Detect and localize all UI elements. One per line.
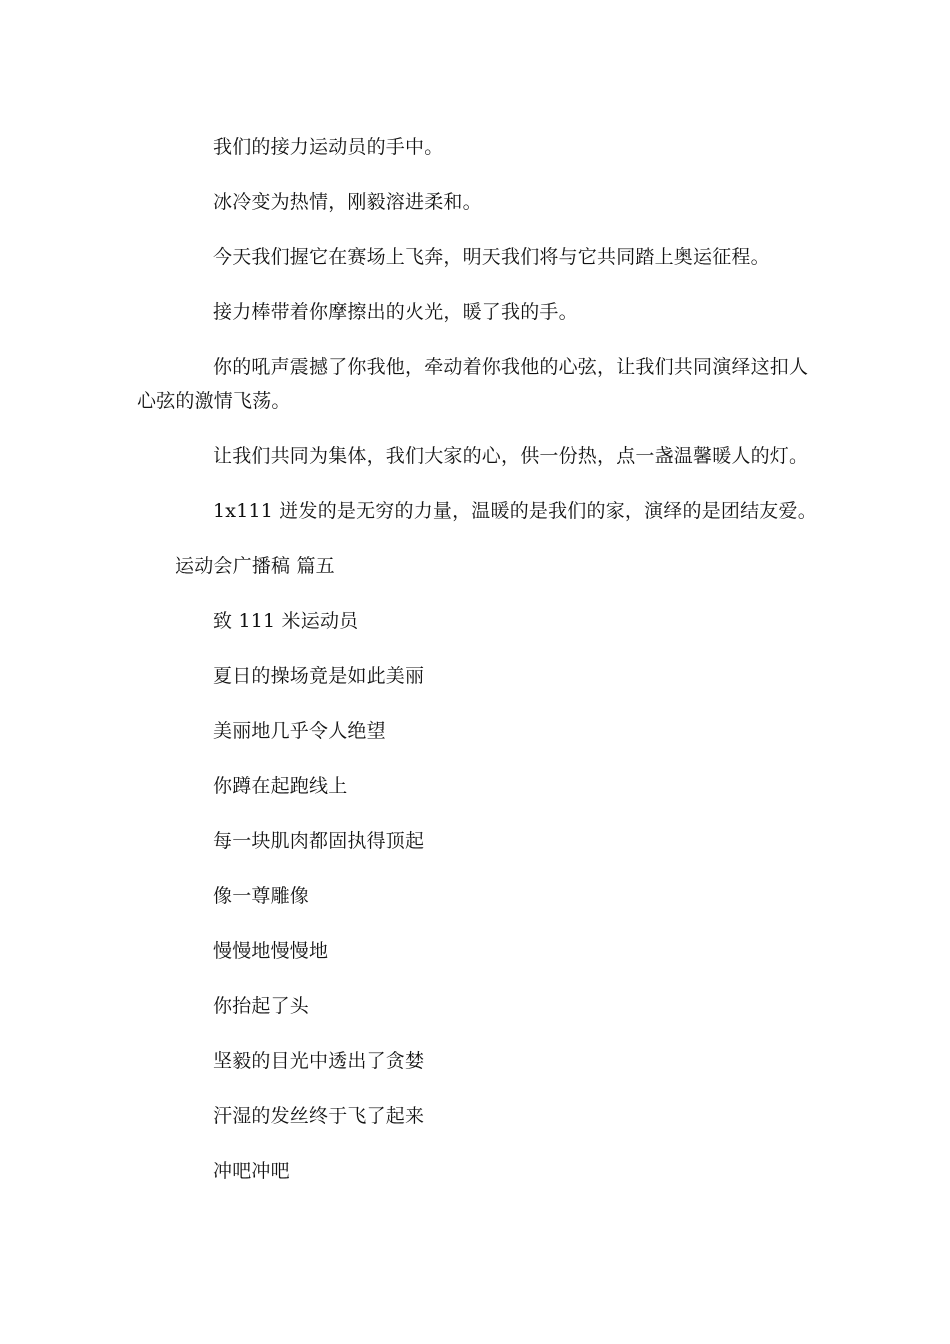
poem-line: 你抬起了头 (213, 995, 310, 1017)
paragraph-line-1: 你的吼声震撼了你我他，牵动着你我他的心弦，让我们共同演绎这扣人 (213, 356, 809, 378)
paragraph: 接力棒带着你摩擦出的火光，暖了我的手。 (213, 301, 578, 323)
poem-line: 冲吧冲吧 (213, 1160, 290, 1182)
paragraph: 我们的接力运动员的手中。 (213, 136, 444, 158)
poem-line: 像一尊雕像 (213, 885, 310, 907)
poem-line: 汗湿的发丝终于飞了起来 (213, 1105, 425, 1127)
poem-line: 每一块肌肉都固执得顶起 (213, 830, 425, 852)
poem-line: 你蹲在起跑线上 (213, 775, 348, 797)
section-heading: 运动会广播稿 篇五 (175, 555, 335, 577)
poem-line: 夏日的操场竟是如此美丽 (213, 665, 425, 687)
paragraph-line-2: 心弦的激情飞荡。 (137, 390, 291, 412)
paragraph: 冰冷变为热情，刚毅溶进柔和。 (213, 191, 482, 213)
paragraph: 让我们共同为集体，我们大家的心，供一份热，点一盏温馨暖人的灯。 (213, 445, 809, 467)
paragraph: 今天我们握它在赛场上飞奔，明天我们将与它共同踏上奥运征程。 (213, 246, 770, 268)
poem-line: 坚毅的目光中透出了贪婪 (213, 1050, 425, 1072)
poem-line: 致 111 米运动员 (213, 610, 359, 632)
paragraph: 1x111 迸发的是无穷的力量，温暖的是我们的家，演绎的是团结友爱。 (213, 500, 817, 522)
poem-line: 慢慢地慢慢地 (213, 940, 329, 962)
poem-line: 美丽地几乎令人绝望 (213, 720, 386, 742)
